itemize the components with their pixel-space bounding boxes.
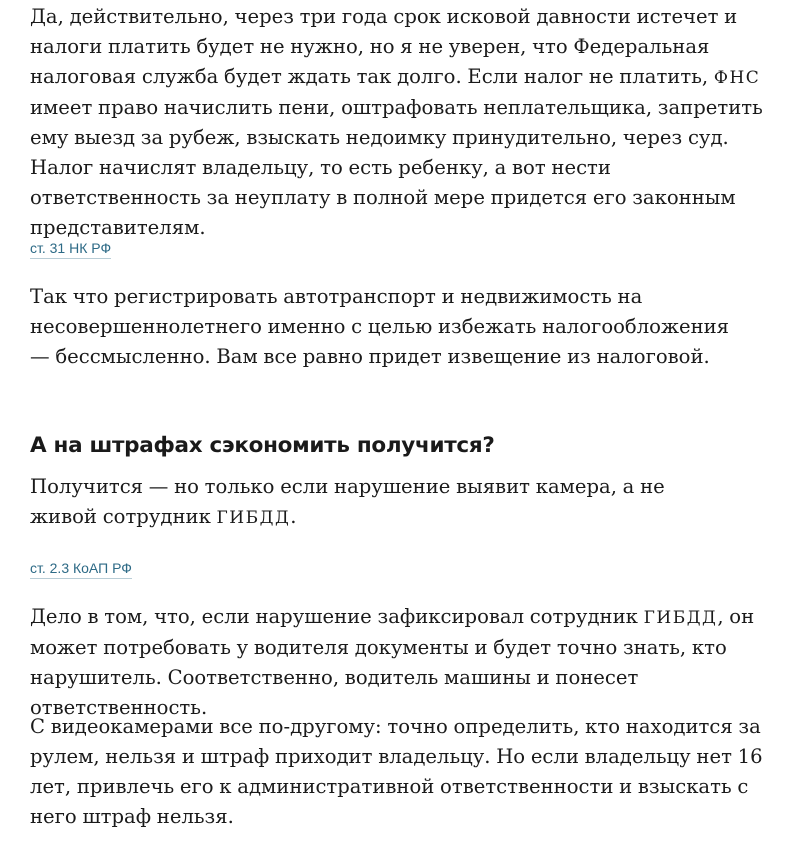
law-reference-link[interactable]: ст. 31 НК РФ	[30, 239, 111, 259]
text-segment: Получится — но только если нарушение выявит камера, а не живой сотрудник	[30, 475, 665, 528]
text-segment: .	[290, 505, 297, 528]
paragraph-tax-penalties	[30, 2, 775, 243]
text-segment: , он может потребовать у водителя документы и будет точно знать, кто нарушитель. Соответственно, водитель машины и понесет ответственность.	[30, 605, 755, 719]
text-segment: имеет право начислить пени, оштрафовать неплательщика, запретить ему выезд за рубеж, взыскать недоимку принудительно, через суд. Налог начислят владельцу, то есть ребенку, а вот нести ответственность за неуплату в полной мере придется его законным представителям.	[30, 96, 763, 239]
abbr-gibdd: ГИБДД	[216, 508, 291, 528]
paragraph-video-cameras: С видеокамерами все по-другому: точно определить, кто находится за рулем, нельзя и штраф приходит владельцу. Но если владельцу нет 16 лет, привлечь его к административной ответственности и взыскать с него штраф нельзя.	[30, 715, 763, 828]
law-reference-link[interactable]: ст. 2.3 КоАП РФ	[30, 559, 132, 579]
paragraph-fines-camera	[30, 472, 730, 533]
abbr-fns: ФНС	[713, 68, 761, 88]
paragraph-registration-pointless: Так что регистрировать автотранспорт и недвижимость на несовершеннолетнего именно с целью избежать налогообложения — бессмысленно. Вам все равно придет извещение из налоговой.	[30, 285, 730, 368]
abbr-gibdd: ГИБДД	[643, 608, 718, 628]
section-heading: А на штрафах сэкономить получится?	[30, 433, 495, 458]
text-segment: Дело в том, что, если нарушение зафиксировал сотрудник	[30, 605, 644, 628]
paragraph-officer-documents	[30, 602, 775, 723]
text-segment: Да, действительно, через три года срок исковой давности истечет и налоги платить будет не нужно, но я не уверен, что Федеральная налоговая служба будет ждать так долго. Если налог не платить,	[30, 5, 738, 88]
